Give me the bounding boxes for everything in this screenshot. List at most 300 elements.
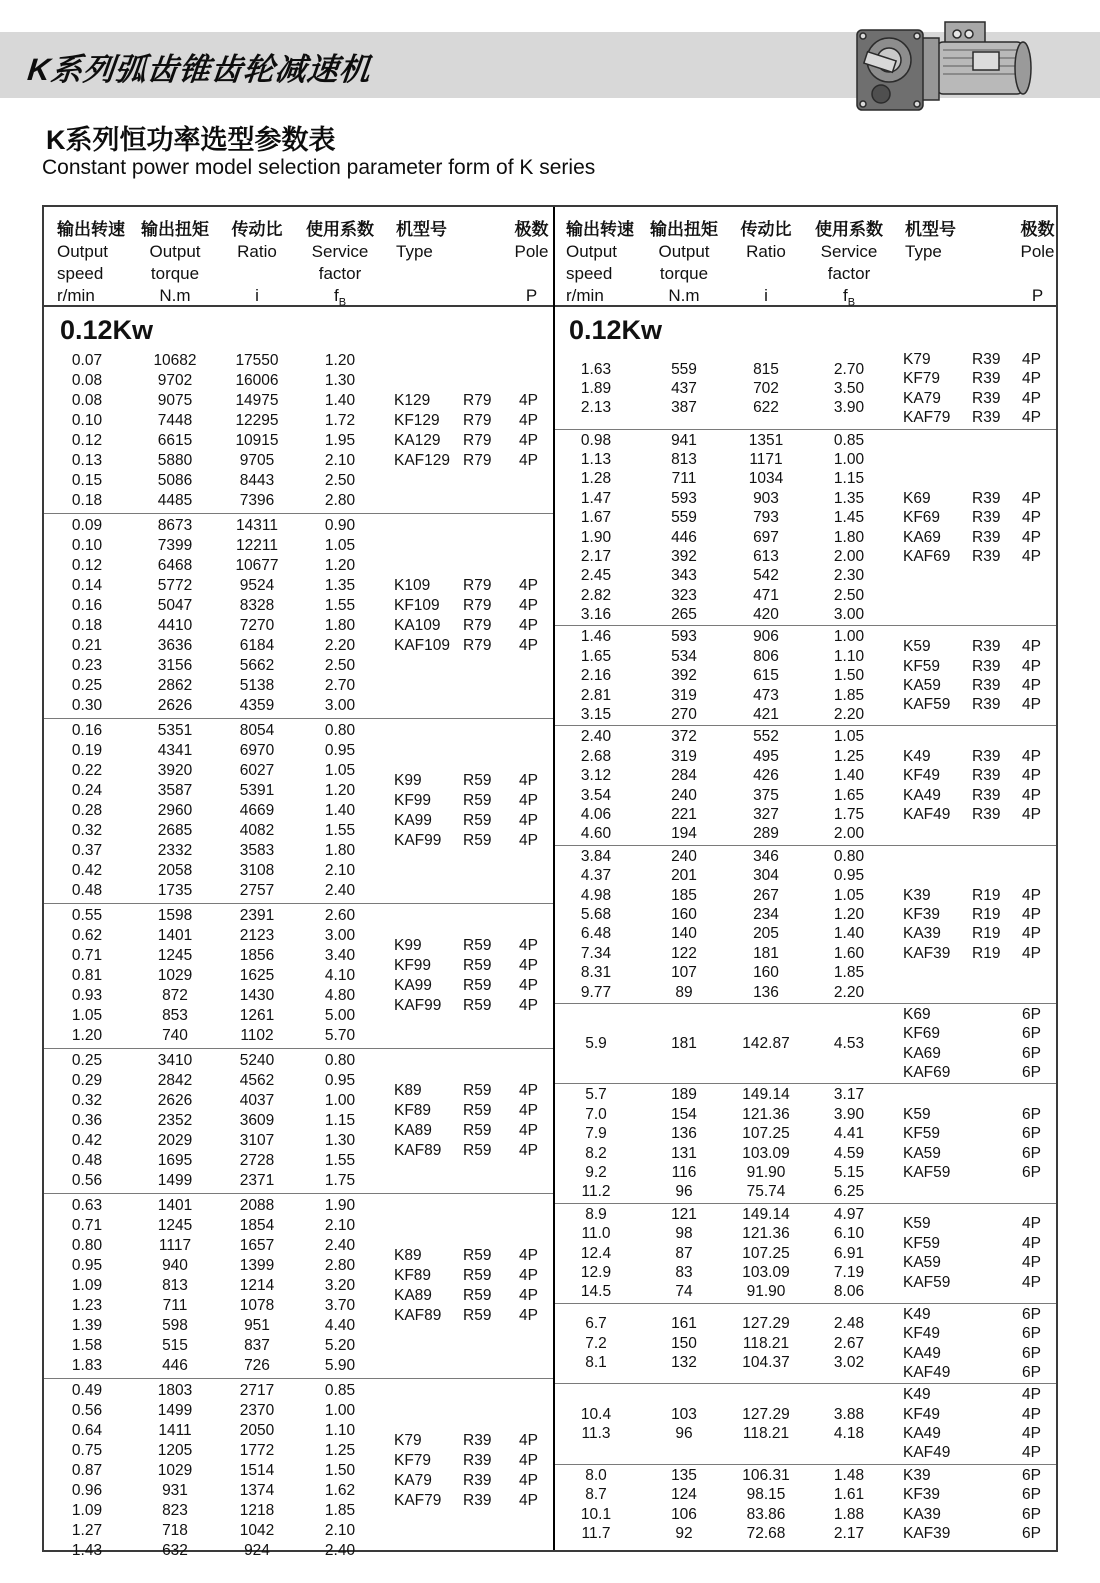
table-row: [44, 946, 386, 966]
cell-output-torque: 2960: [157, 802, 193, 819]
cell-ratio: 1218: [239, 1502, 275, 1519]
table-row: [553, 1353, 895, 1372]
cell-ratio: 7396: [239, 492, 275, 509]
pole-value: 4P: [519, 1492, 538, 1509]
table-row: [553, 1263, 895, 1282]
table-row: [553, 924, 895, 943]
table-row: [553, 566, 895, 585]
cell-output-speed: 0.08: [71, 392, 103, 409]
table-row: [44, 1296, 386, 1316]
cell-output-torque: 2058: [157, 862, 193, 879]
type-model: K109: [394, 577, 431, 594]
type-row: [386, 956, 553, 976]
type-model: KA89: [394, 1122, 432, 1139]
numeric-rows: [44, 906, 386, 1046]
cell-service-factor: 1.72: [324, 412, 356, 429]
cell-service-factor: 1.80: [324, 842, 356, 859]
type-variant: R79: [463, 597, 492, 614]
type-variant: R19: [972, 925, 1001, 943]
cell-service-factor: 1.85: [833, 964, 865, 982]
type-row: [895, 1105, 1056, 1124]
cell-service-factor: 1.05: [324, 537, 356, 554]
header-label-en2: [1019, 263, 1056, 285]
pole-value: 4P: [1022, 747, 1041, 765]
cell-output-torque: 3636: [157, 637, 193, 654]
numeric-rows: [44, 721, 386, 901]
cell-output-speed: 0.55: [71, 907, 103, 924]
pole-value: 4P: [519, 1142, 538, 1159]
pole-value: 6P: [1022, 1144, 1041, 1162]
type-model: K129: [394, 392, 431, 409]
cell-output-speed: 0.32: [71, 822, 103, 839]
cell-ratio: 471: [753, 586, 779, 604]
table-center-divider: [553, 207, 555, 1550]
cell-output-torque: 154: [671, 1105, 697, 1123]
cell-output-speed: 0.24: [71, 782, 103, 799]
pole-value: 4P: [519, 1432, 538, 1449]
pole-value: 6P: [1022, 1325, 1041, 1343]
cell-service-factor: 0.80: [324, 722, 356, 739]
type-variant: R39: [972, 509, 1001, 527]
cell-output-speed: 0.49: [71, 1382, 103, 1399]
cell-output-torque: 132: [671, 1354, 697, 1372]
type-row: [895, 786, 1056, 805]
cell-output-torque: 221: [671, 805, 697, 823]
cell-ratio: 6027: [239, 762, 275, 779]
cell-ratio: 1078: [239, 1297, 275, 1314]
cell-output-torque: 534: [671, 647, 697, 665]
pole-value: 4P: [519, 832, 538, 849]
type-model: K59: [903, 1105, 931, 1123]
pole-value: 4P: [519, 1122, 538, 1139]
header-label-zh: 机型号: [905, 220, 956, 239]
pole-value: 6P: [1022, 1005, 1041, 1023]
cell-ratio: 289: [753, 825, 779, 843]
type-model: KF89: [394, 1267, 432, 1284]
cell-ratio: 1514: [239, 1462, 275, 1479]
cell-service-factor: 3.20: [324, 1277, 356, 1294]
numeric-rows: [553, 431, 895, 625]
pole-value: 4P: [519, 1082, 538, 1099]
cell-ratio: 8328: [239, 597, 275, 614]
cell-service-factor: 2.50: [324, 472, 356, 489]
cell-output-torque: 83: [675, 1263, 693, 1281]
type-model: KA59: [903, 1144, 941, 1162]
banner-title: K系列弧齿锥齿轮减速机: [25, 52, 373, 87]
table-row: [44, 1276, 386, 1296]
type-rows: [386, 351, 553, 511]
cell-output-speed: 8.2: [585, 1144, 607, 1162]
table-row: [553, 1424, 895, 1443]
cell-ratio: 136: [753, 983, 779, 1001]
type-rows: [386, 1051, 553, 1191]
table-row: [44, 1171, 386, 1191]
pole-value: 4P: [519, 772, 538, 789]
type-variant: R79: [463, 452, 492, 469]
cell-output-speed: 1.83: [71, 1357, 103, 1374]
cell-output-speed: 1.63: [580, 360, 612, 378]
type-variant: R39: [972, 389, 1001, 407]
type-model: KF99: [394, 957, 432, 974]
cell-output-torque: 387: [671, 399, 697, 417]
type-rows: [895, 1005, 1056, 1083]
table-row: [44, 821, 386, 841]
cell-ratio: 5240: [239, 1052, 275, 1069]
type-row: [895, 1363, 1056, 1382]
cell-output-torque: 372: [671, 728, 697, 746]
pole-value: 4P: [1022, 905, 1041, 923]
type-row: [895, 1443, 1056, 1462]
header-label-en2: speed: [57, 264, 104, 283]
cell-output-torque: 161: [671, 1315, 697, 1333]
cell-output-speed: 2.13: [580, 399, 612, 417]
pole-value: 4P: [519, 1307, 538, 1324]
cell-service-factor: 1.60: [833, 944, 865, 962]
type-variant: R39: [972, 767, 1001, 785]
pole-value: 4P: [1022, 1215, 1041, 1233]
cell-output-torque: 6468: [157, 557, 193, 574]
cell-output-speed: 0.42: [71, 862, 103, 879]
type-model: KF39: [903, 905, 941, 923]
type-model: KA69: [903, 1044, 941, 1062]
cell-output-speed: 0.09: [71, 517, 103, 534]
type-group-block: [44, 1048, 553, 1193]
cell-ratio: 121.36: [742, 1225, 790, 1243]
table-row: [553, 1244, 895, 1263]
cell-output-speed: 11.0: [581, 1225, 611, 1243]
cell-output-torque: 1499: [157, 1172, 193, 1189]
table-row: [44, 451, 386, 471]
power-section-label: 0.12Kw: [60, 315, 154, 345]
type-variant: R59: [463, 1307, 492, 1324]
cell-service-factor: 1.95: [324, 432, 356, 449]
pole-value: 4P: [1022, 409, 1041, 427]
cell-output-torque: 74: [675, 1283, 693, 1301]
cell-output-torque: 2332: [157, 842, 193, 859]
cell-output-torque: 121: [671, 1205, 697, 1223]
cell-output-torque: 559: [671, 509, 697, 527]
type-row: [895, 886, 1056, 905]
type-group-block: [553, 625, 1056, 725]
cell-output-torque: 140: [671, 925, 697, 943]
table-row: [553, 1144, 895, 1163]
cell-ratio: 72.68: [746, 1525, 786, 1543]
cell-ratio: 906: [753, 628, 779, 646]
table-row: [44, 1421, 386, 1441]
type-model: KA39: [903, 1505, 941, 1523]
cell-output-torque: 1803: [157, 1382, 193, 1399]
cell-output-torque: 6615: [157, 432, 193, 449]
cell-output-speed: 0.93: [71, 987, 103, 1004]
cell-service-factor: 0.80: [324, 1052, 356, 1069]
type-row: [895, 547, 1056, 566]
cell-output-torque: 446: [162, 1357, 188, 1374]
cell-service-factor: 4.41: [833, 1125, 865, 1143]
type-model: KAF49: [903, 1444, 951, 1462]
cell-service-factor: 1.15: [324, 1112, 356, 1129]
cell-output-torque: 593: [671, 628, 697, 646]
cell-output-torque: 8673: [157, 517, 193, 534]
cell-output-speed: 8.31: [580, 964, 612, 982]
type-group-block: [553, 1203, 1056, 1303]
cell-output-speed: 3.15: [580, 706, 612, 724]
cell-output-torque: 2029: [157, 1132, 193, 1149]
pole-value: 4P: [1022, 1405, 1041, 1423]
pole-value: 4P: [519, 617, 538, 634]
type-group-block: [44, 718, 553, 903]
type-row: [895, 637, 1056, 656]
type-model: KAF109: [394, 637, 451, 654]
table-row: [553, 944, 895, 963]
cell-output-torque: 343: [671, 567, 697, 585]
pole-value: 4P: [1022, 1425, 1041, 1443]
type-row: [386, 1266, 553, 1286]
cell-output-torque: 270: [671, 706, 697, 724]
table-row: [553, 983, 895, 1002]
cell-ratio: 613: [753, 547, 779, 565]
cell-output-torque: 4410: [157, 617, 193, 634]
cell-ratio: 924: [244, 1542, 270, 1559]
cell-output-torque: 2626: [157, 1092, 193, 1109]
cell-ratio: 5138: [239, 677, 275, 694]
cell-ratio: 1214: [239, 1277, 275, 1294]
pole-value: 4P: [519, 1287, 538, 1304]
cell-output-speed: 7.9: [585, 1125, 607, 1143]
cell-output-torque: 1245: [157, 947, 193, 964]
cell-output-torque: 7448: [157, 412, 193, 429]
cell-output-speed: 0.29: [71, 1072, 103, 1089]
header-label-en: Pole: [1020, 242, 1055, 261]
cell-service-factor: 2.48: [833, 1315, 865, 1333]
pole-value: 4P: [1022, 944, 1041, 962]
cell-output-torque: 2352: [157, 1112, 193, 1129]
type-model: K59: [903, 638, 931, 656]
type-model: KAF129: [394, 452, 451, 469]
type-rows: [895, 1466, 1056, 1544]
cell-output-torque: 392: [671, 547, 697, 565]
type-model: KAF49: [903, 805, 951, 823]
cell-service-factor: 0.80: [833, 847, 865, 865]
cell-output-torque: 1205: [157, 1442, 193, 1459]
type-row: [895, 508, 1056, 527]
cell-service-factor: 3.40: [324, 947, 356, 964]
type-variant: R79: [463, 617, 492, 634]
cell-output-speed: 0.48: [71, 1152, 103, 1169]
cell-service-factor: 4.59: [833, 1144, 865, 1162]
cell-output-speed: 0.10: [71, 412, 103, 429]
table-row: [44, 1051, 386, 1071]
cell-ratio: 7270: [239, 617, 275, 634]
type-variant: R59: [463, 1102, 492, 1119]
table-row: [553, 1314, 895, 1333]
table-row: [44, 906, 386, 926]
cell-output-speed: 1.09: [71, 1502, 103, 1519]
cell-output-speed: 0.16: [71, 597, 103, 614]
type-model: K39: [903, 886, 931, 904]
cell-ratio: 149.14: [742, 1205, 790, 1223]
cell-output-speed: 7.2: [585, 1334, 607, 1352]
type-model: KA69: [903, 528, 941, 546]
type-row: [386, 1451, 553, 1471]
table-row: [44, 1501, 386, 1521]
cell-output-speed: 3.54: [580, 786, 612, 804]
cell-output-speed: 1.65: [580, 647, 612, 665]
table-row: [553, 1282, 895, 1301]
table-row: [44, 1071, 386, 1091]
cell-ratio: 3108: [239, 862, 275, 879]
type-variant: R59: [463, 937, 492, 954]
cell-service-factor: 3.88: [833, 1405, 865, 1423]
numeric-rows: [44, 516, 386, 716]
table-row: [44, 1026, 386, 1046]
table-row: [553, 766, 895, 785]
type-variant: R59: [463, 1142, 492, 1159]
type-rows: [895, 1205, 1056, 1302]
type-row: [386, 451, 553, 471]
column-headers: [553, 207, 1056, 307]
numeric-rows: [553, 1005, 895, 1083]
type-model: KAF49: [903, 1363, 951, 1381]
cell-ratio: 142.87: [742, 1034, 790, 1052]
cell-service-factor: 1.55: [324, 597, 356, 614]
cell-service-factor: 4.80: [324, 987, 356, 1004]
type-row: [386, 411, 553, 431]
header-column: [130, 219, 220, 307]
numeric-rows: [44, 1196, 386, 1376]
cell-ratio: 495: [753, 747, 779, 765]
type-row: [895, 676, 1056, 695]
type-model: KF79: [903, 370, 941, 388]
table-row: [44, 761, 386, 781]
cell-output-speed: 0.08: [71, 372, 103, 389]
table-row: [553, 866, 895, 885]
cell-ratio: 75.74: [746, 1183, 786, 1201]
type-row: [895, 489, 1056, 508]
header-column: [639, 219, 729, 307]
cell-ratio: 1854: [239, 1217, 275, 1234]
header-label-en2: torque: [659, 264, 709, 283]
cell-output-torque: 3920: [157, 762, 193, 779]
cell-service-factor: 1.20: [324, 782, 356, 799]
cell-service-factor: 1.45: [833, 509, 865, 527]
type-rows: [895, 1305, 1056, 1383]
power-section-label: 0.12Kw: [569, 315, 663, 345]
numeric-rows: [553, 1205, 895, 1302]
type-model: KAF59: [903, 696, 951, 714]
cell-ratio: 346: [753, 847, 779, 865]
header-unit: r/min: [566, 286, 604, 305]
cell-output-torque: 87: [675, 1244, 693, 1262]
type-group-block: [553, 845, 1056, 1003]
table-row: [44, 676, 386, 696]
cell-output-torque: 131: [671, 1144, 697, 1162]
type-variant: R39: [972, 370, 1001, 388]
type-variant: R39: [972, 351, 1001, 368]
type-model: K99: [394, 937, 422, 954]
cell-output-torque: 194: [671, 825, 697, 843]
cell-service-factor: 6.25: [833, 1183, 865, 1201]
cell-service-factor: 1.50: [833, 667, 865, 685]
type-row: [386, 1306, 553, 1326]
table-row: [44, 576, 386, 596]
type-row: [895, 1385, 1056, 1404]
table-row: [553, 705, 895, 724]
cell-output-speed: 7.0: [585, 1105, 607, 1123]
cell-service-factor: 1.00: [833, 450, 865, 468]
type-rows: [386, 1196, 553, 1376]
pole-value: 4P: [519, 977, 538, 994]
header-column: [1019, 219, 1056, 307]
cell-ratio: 16006: [235, 372, 279, 389]
pole-value: 4P: [1022, 528, 1041, 546]
table-row: [44, 881, 386, 901]
type-group-block: [44, 1378, 553, 1563]
header-label-en: Output: [149, 242, 201, 261]
pole-value: 4P: [519, 577, 538, 594]
type-variant: R59: [463, 832, 492, 849]
cell-ratio: 426: [753, 767, 779, 785]
type-model: K39: [903, 1466, 931, 1484]
type-row: [386, 391, 553, 411]
cell-ratio: 1430: [239, 987, 275, 1004]
header-label-en2: factor: [318, 264, 362, 283]
cell-output-speed: 0.56: [71, 1402, 103, 1419]
table-row: [44, 1336, 386, 1356]
type-rows: [895, 727, 1056, 843]
pole-value: 6P: [1022, 1363, 1041, 1381]
cell-service-factor: 1.00: [833, 628, 865, 646]
cell-output-torque: 446: [671, 528, 697, 546]
header-label-zh: 输出转速: [57, 220, 125, 239]
table-row: [44, 491, 386, 511]
pole-value: 6P: [1022, 1505, 1041, 1523]
cell-ratio: 697: [753, 528, 779, 546]
cell-ratio: 10677: [235, 557, 279, 574]
cell-output-torque: 265: [671, 606, 697, 624]
table-row: [44, 1521, 386, 1541]
table-row: [553, 1405, 895, 1424]
cell-service-factor: 2.10: [324, 862, 356, 879]
cell-ratio: 14975: [235, 392, 279, 409]
table-row: [44, 616, 386, 636]
table-row: [44, 391, 386, 411]
type-model: KAF39: [903, 944, 951, 962]
cell-service-factor: 2.00: [833, 547, 865, 565]
table-right-half: [553, 207, 1056, 1550]
table-row: [553, 1485, 895, 1504]
table-row: [44, 1381, 386, 1401]
cell-ratio: 2391: [239, 907, 275, 924]
table-row: [44, 656, 386, 676]
cell-output-speed: 14.5: [580, 1283, 612, 1301]
cell-output-speed: 3.12: [580, 767, 612, 785]
cell-ratio: 6184: [239, 637, 275, 654]
page-title-zh: K系列恒功率选型参数表: [46, 125, 336, 155]
cell-service-factor: 1.25: [833, 747, 865, 765]
table-row: [553, 747, 895, 766]
cell-output-speed: 5.7: [585, 1086, 607, 1104]
cell-output-speed: 0.18: [71, 617, 103, 634]
table-row: [44, 1111, 386, 1131]
cell-service-factor: 0.95: [324, 742, 356, 759]
column-headers: [44, 207, 553, 307]
pole-value: 4P: [1022, 925, 1041, 943]
cell-output-speed: 0.95: [71, 1257, 103, 1274]
type-variant: R39: [972, 489, 1001, 507]
cell-output-speed: 1.20: [71, 1027, 103, 1044]
table-row: [44, 351, 386, 371]
cell-output-torque: 1245: [157, 1217, 193, 1234]
